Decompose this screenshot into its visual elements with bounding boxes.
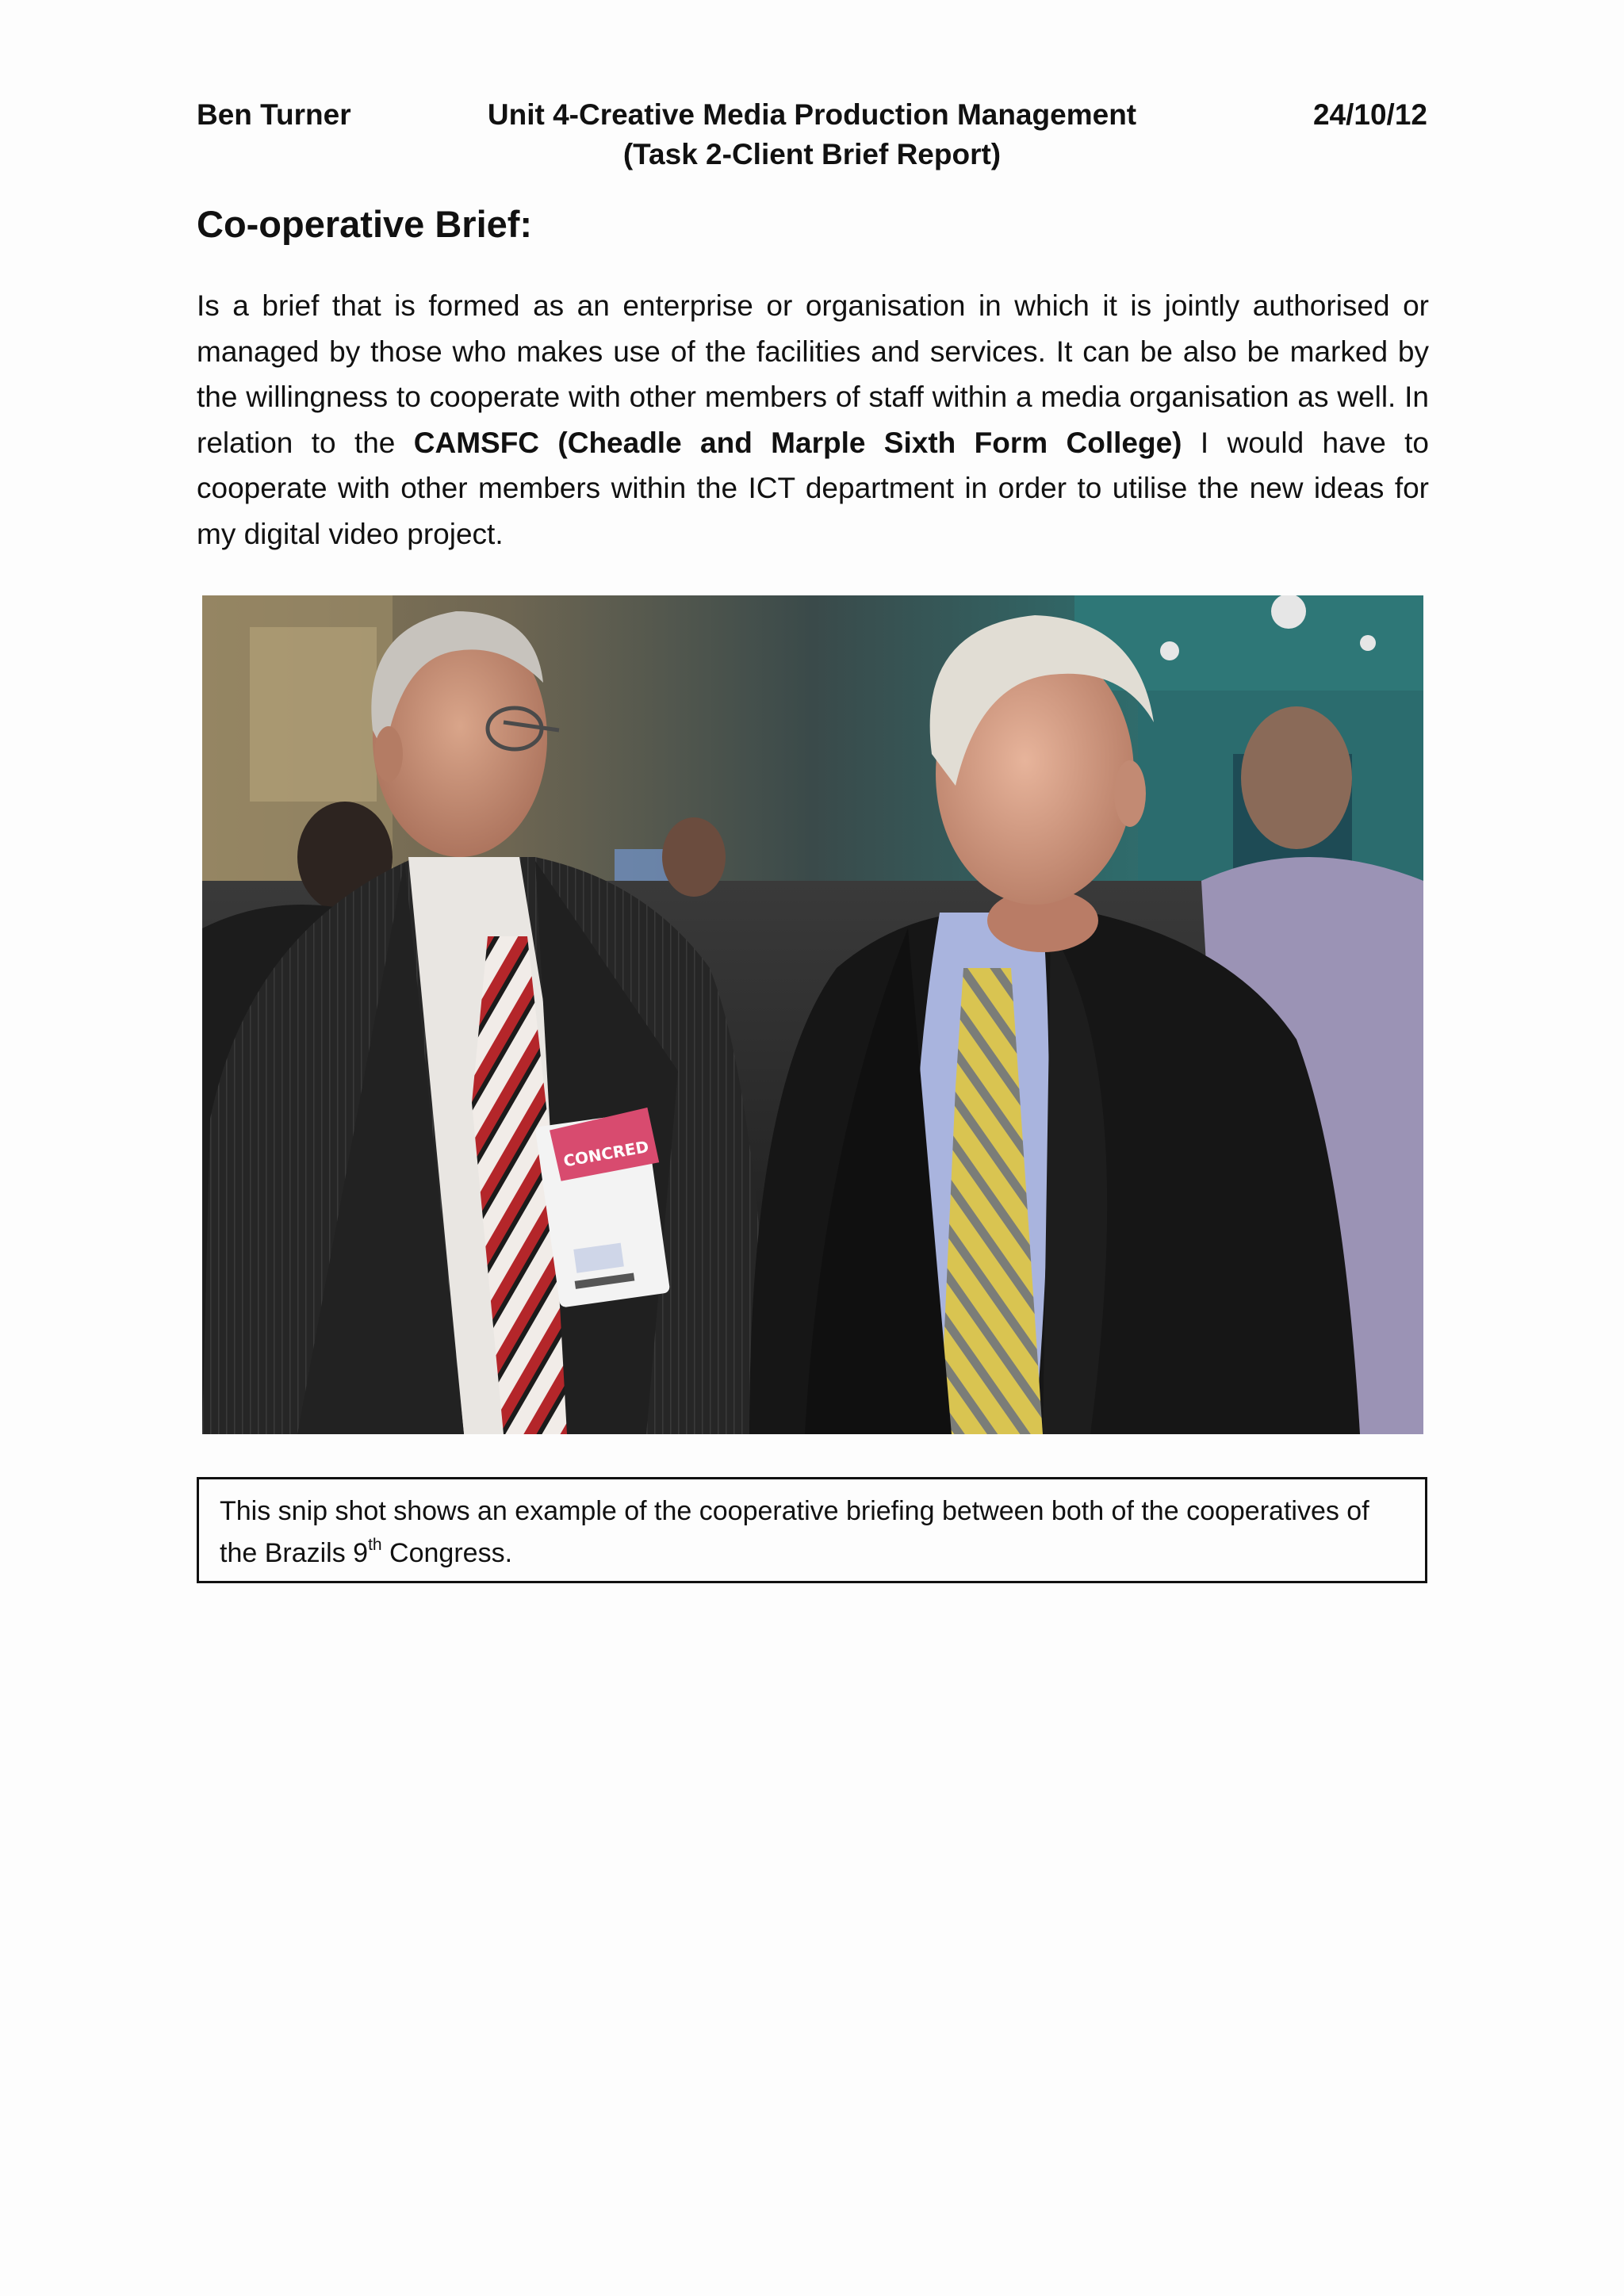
section-heading: Co-operative Brief: (197, 203, 533, 245)
header-unit-line-1: Unit 4-Creative Media Production Management (487, 98, 1137, 131)
header-unit-title (412, 95, 1212, 174)
section-paragraph (197, 283, 1429, 557)
paragraph-text-2: I would have to cooperate with other members within the ICT department in order to utilise the new ideas for my digital video project. (197, 426, 1429, 550)
paragraph-bold-college: CAMSFC (Cheadle and Marple Sixth Form College) (413, 426, 1182, 459)
photo-two-men-conversation (202, 595, 1423, 1434)
caption-text-end: Congress. (381, 1538, 513, 1568)
header-author: Ben Turner (197, 98, 351, 131)
photo-illustration (202, 595, 1423, 1434)
caption-text: This snip shot shows an example of the cooperative briefing between both of the cooperatives of the Brazils 9 (220, 1496, 1369, 1568)
header-unit-line-2: (Task 2-Client Brief Report) (622, 138, 1002, 170)
caption-superscript: th (368, 1536, 382, 1554)
photo-caption-box (197, 1477, 1427, 1583)
badge-text: CONCRED (561, 1136, 650, 1171)
paragraph-text-1: Is a brief that is formed as an enterprise or organisation in which it is jointly authorised or managed by those who makes use of the facilities and services. It can be also be marked by the willingness to cooperate with other members of staff within a media organisation as well. In relation to the (197, 289, 1429, 459)
header-date: 24/10/12 (1312, 98, 1427, 131)
